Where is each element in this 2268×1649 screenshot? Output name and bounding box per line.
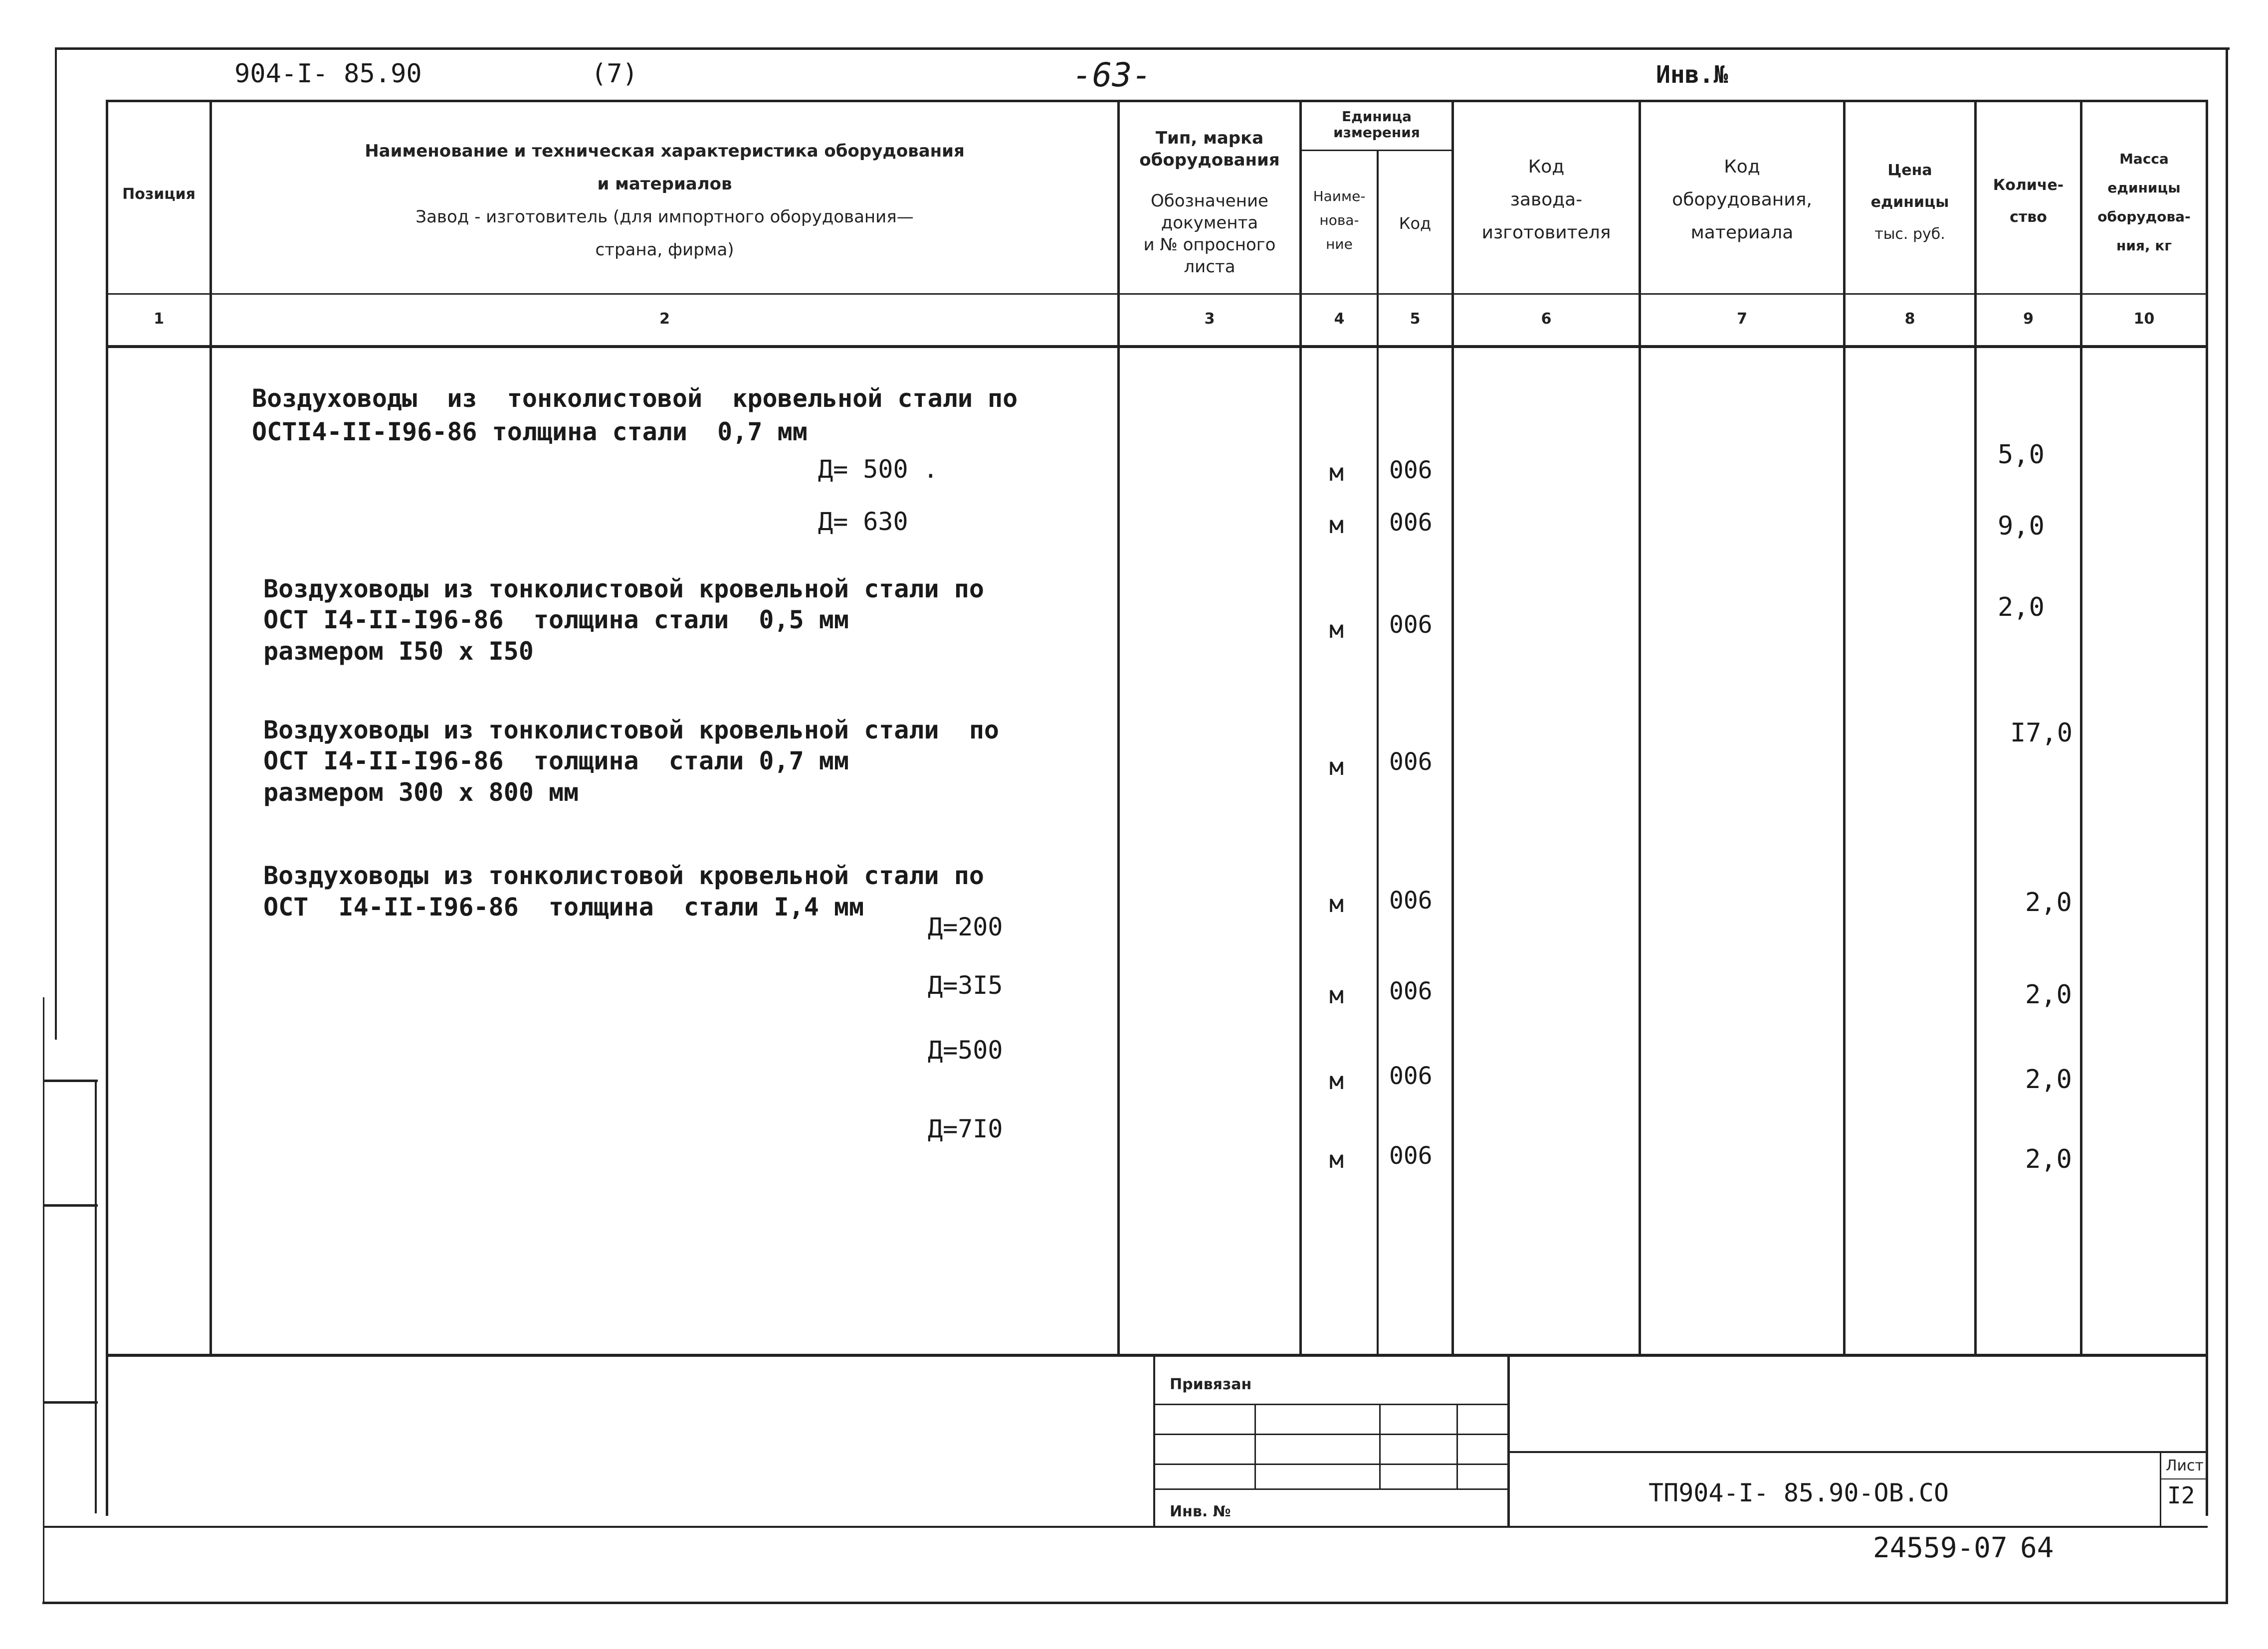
- item-3-line-3: размером 300 х 800 мм: [263, 778, 579, 807]
- header-mass: Масса единицы оборудова- ния, кг: [2097, 151, 2191, 254]
- col-number-8: 8: [1904, 310, 1915, 328]
- item-4-sub-4: Д=7I0: [928, 1114, 1003, 1143]
- col-number-10: 10: [2133, 310, 2155, 328]
- col-divider-4: [1377, 150, 1379, 1356]
- stamp-col-2: [1379, 1404, 1381, 1488]
- archive-number: 24559-07: [1873, 1532, 2008, 1564]
- unit-row-3: м: [1329, 616, 1344, 644]
- col-number-7: 7: [1737, 310, 1747, 328]
- inventory-label: Инв.№: [1656, 61, 1728, 89]
- header-unit-code: Код: [1399, 214, 1432, 233]
- quantity-row-7: 2,0: [2025, 1065, 2072, 1095]
- unit-row-4: м: [1329, 753, 1344, 781]
- col-divider-3: [1299, 100, 1302, 1356]
- code-row-7: 006: [1389, 1062, 1433, 1090]
- doc-designation: ТП904-I- 85.90-ОВ.СО: [1649, 1478, 1949, 1507]
- header-equipment-code: Код оборудования, материала: [1672, 157, 1812, 243]
- col-divider-5: [1451, 100, 1454, 1356]
- col-number-1: 1: [154, 310, 164, 328]
- sheet-label: Лист: [2165, 1457, 2204, 1474]
- stamp-row-3: [1153, 1464, 1507, 1465]
- archive-page: 64: [2020, 1532, 2054, 1564]
- item-1-line-2: ОСТI4-II-I96-86 толщина стали 0,7 мм: [252, 417, 808, 446]
- unit-row-1: м: [1329, 459, 1344, 487]
- margin-tick-2: [43, 1204, 98, 1207]
- col-number-6: 6: [1541, 310, 1552, 328]
- item-1-sub-1: Д= 500 .: [818, 455, 938, 484]
- col-number-2: 2: [659, 310, 670, 328]
- header-type: Тип, марка оборудования Обозначение документа и № опросного листа: [1139, 128, 1280, 277]
- unit-row-5: м: [1329, 890, 1344, 918]
- margin-tick-1: [43, 1080, 98, 1082]
- frame-left-lower: [43, 997, 44, 1603]
- stamp-row-4: [1153, 1488, 1507, 1490]
- col-number-9: 9: [2023, 310, 2034, 328]
- part-number: (7): [591, 59, 638, 89]
- col-divider-6: [1639, 100, 1641, 1356]
- code-row-2: 006: [1389, 509, 1433, 537]
- stamp-box-right: [1507, 1356, 1510, 1526]
- doc-code: 904-I- 85.90: [234, 59, 422, 89]
- col-number-5: 5: [1410, 310, 1421, 328]
- item-2-line-3: размером I50 х I50: [263, 637, 534, 666]
- code-row-4: 006: [1389, 748, 1433, 776]
- table-right: [2206, 100, 2208, 1516]
- code-row-8: 006: [1389, 1142, 1433, 1170]
- header-unit-group: Единица измерения: [1333, 108, 1420, 141]
- footer-bottom: [43, 1526, 2208, 1528]
- header-bottom: [106, 345, 2208, 348]
- sheet-number: I2: [2167, 1482, 2195, 1509]
- unit-row-2: м: [1329, 511, 1344, 539]
- sheet-cell-mid: [2160, 1478, 2207, 1479]
- col-divider-2: [1117, 100, 1120, 1356]
- item-4-line-1: Воздуховоды из тонколистовой кровельной стали по: [263, 861, 984, 890]
- col-number-3: 3: [1204, 310, 1215, 328]
- quantity-row-1: 5,0: [1998, 440, 2045, 470]
- code-row-1: 006: [1389, 456, 1433, 484]
- col-number-4: 4: [1334, 310, 1345, 328]
- frame-top: [55, 47, 2230, 50]
- header-name: Наименование и техническая характеристика оборудования и материалов Завод - изготовитель (для импортного оборудования— страна, фирма): [365, 141, 965, 260]
- col-divider-7: [1843, 100, 1846, 1356]
- header-unit-name: Наиме- нова- ние: [1313, 188, 1366, 252]
- item-1-line-1: Воздуховоды из тонколистовой кровельной стали по: [252, 384, 1018, 413]
- quantity-row-4: I7,0: [2010, 718, 2073, 748]
- header-factory-code: Код завода- изготовителя: [1481, 157, 1611, 243]
- stamp-col-3: [1456, 1404, 1458, 1488]
- code-row-3: 006: [1389, 611, 1433, 639]
- item-4-sub-1: Д=200: [928, 913, 1003, 941]
- header-price: Цена единицы тыс. руб.: [1870, 162, 1949, 243]
- code-row-6: 006: [1389, 977, 1433, 1005]
- item-2-line-2: ОСТ I4-II-I96-86 толщина стали 0,5 мм: [263, 605, 849, 634]
- item-3-line-2: ОСТ I4-II-I96-86 толщина стали 0,7 мм: [263, 746, 849, 775]
- col-divider-1: [209, 100, 212, 1356]
- margin-tick-3: [43, 1401, 98, 1404]
- title-block-top: [1510, 1451, 2208, 1453]
- margin-vert: [95, 1080, 97, 1513]
- quantity-row-2: 9,0: [1998, 511, 2045, 541]
- stamp-bound-label: Привязан: [1170, 1376, 1252, 1393]
- stamp-box-top: [1153, 1356, 1155, 1526]
- unit-group-line: [1299, 150, 1451, 151]
- col-divider-8: [1974, 100, 1977, 1356]
- quantity-row-8: 2,0: [2025, 1144, 2072, 1174]
- quantity-row-5: 2,0: [2025, 888, 2072, 917]
- sheet-cell-left: [2160, 1451, 2161, 1526]
- item-1-sub-2: Д= 630: [818, 507, 908, 536]
- item-4-sub-2: Д=3I5: [928, 971, 1003, 1000]
- item-4-sub-3: Д=500: [928, 1036, 1003, 1065]
- item-3-line-1: Воздуховоды из тонколистовой кровельной стали по: [263, 716, 1000, 744]
- stamp-row-2: [1153, 1434, 1507, 1435]
- stamp-row-1: [1153, 1404, 1507, 1405]
- frame-left: [55, 47, 57, 1040]
- quantity-row-3: 2,0: [1998, 592, 2045, 622]
- body-bottom: [106, 1354, 2208, 1357]
- header-position: Позиция: [122, 185, 196, 203]
- item-2-line-1: Воздуховоды из тонколистовой кровельной стали по: [263, 574, 984, 603]
- frame-right: [2226, 47, 2228, 1603]
- item-4-line-2: ОСТ I4-II-I96-86 толщина стали I,4 мм: [263, 893, 864, 921]
- header-number-row-top: [106, 293, 2208, 295]
- frame-bottom: [42, 1602, 2228, 1604]
- quantity-row-6: 2,0: [2025, 980, 2072, 1010]
- col-divider-9: [2080, 100, 2082, 1356]
- unit-row-6: м: [1329, 981, 1344, 1009]
- code-row-5: 006: [1389, 887, 1433, 915]
- stamp-inv-label: Инв. №: [1170, 1503, 1231, 1520]
- page-number: -63-: [1072, 56, 1152, 94]
- unit-row-7: м: [1329, 1067, 1344, 1095]
- table-top: [106, 100, 2208, 102]
- header-quantity: Количе- ство: [1993, 177, 2064, 226]
- unit-row-8: м: [1329, 1146, 1344, 1174]
- stamp-col-1: [1254, 1404, 1256, 1488]
